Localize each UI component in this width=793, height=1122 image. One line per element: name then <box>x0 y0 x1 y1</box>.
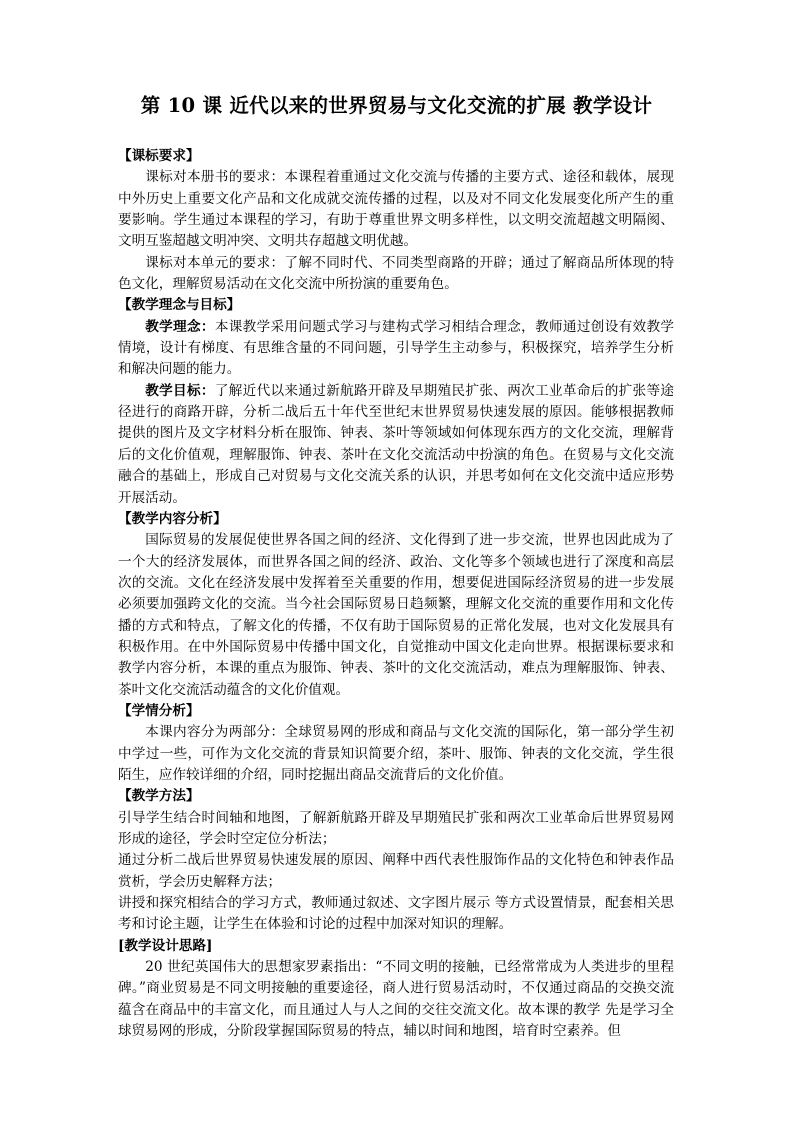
paragraph-text: 本课内容分为两部分：全球贸易网的形成和商品与文化交流的国际化，第一部分学生初中学过一些，可作为文化交流的背景知识简要介绍，茶叶、服饰、钟表的文化交流，学生很陌生，应作较详细的介绍，同时挖掘出商品交流背后的文化价值。 <box>118 724 674 783</box>
section-design-ideas <box>118 936 674 1043</box>
paragraph: 讲授和探究相结合的学习方式，教师通过叙述、文字图片展示 等方式设置情景，配套相关思考和讨论主题，让学生在体验和讨论的过程中加深对知识的理解。 <box>118 895 674 933</box>
section-heading: 【教学理念与目标】 <box>118 297 241 314</box>
section-student-analysis <box>118 701 674 786</box>
paragraph <box>118 530 674 701</box>
section-teaching-philosophy-goals <box>118 295 674 508</box>
paragraph <box>118 381 674 509</box>
paragraph <box>118 722 674 786</box>
paragraph-lead: 教学目标： <box>145 382 215 399</box>
paragraph-text: 本课教学采用问题式学习与建构式学习相结合理念，教师通过创设有效教学情境，设计有梯度、有思维含量的不同问题，引导学生主动参与，积极探究，培养学生分析和解决问题的能力。 <box>118 318 674 378</box>
paragraph <box>118 317 674 381</box>
section-heading: 【教学方法】 <box>118 788 200 805</box>
paragraph-text: 课标对本单元的要求：了解不同时代、不同类型商路的开辟；通过了解商品所体现的特色文化，理解贸易活动在文化交流中所扮演的重要角色。 <box>118 254 674 293</box>
paragraph-text: 了解近代以来通过新航路开辟及早期殖民扩张、两次工业革命后的扩张等途径进行的商路开辟，分析二战后五十年代至世纪末世界贸易快速发展的原因。能够根据教师提供的图片及文字材料分析在服饰、钟表、茶叶等领域如何体现东西方的文化交流，理解背后的文化价值观，理解服饰、钟表、茶叶在文化交流活动中扮演的角色。在贸易与文化交流融合的基础上，形成自己对贸易与文化交流关系的认识，并思考如何在文化交流中适应形势开展活动。 <box>118 382 674 506</box>
paragraph-text: 课标对本册书的要求：本课程着重通过文化交流与传播的主要方式、途径和载体，展现中外历史上重要文化产品和文化成就交流传播的过程，以及对不同文化发展变化所产生的重要影响。学生通过本课程的学习，有助于尊重世界文明多样性，以文明交流超越文明隔阂、文明互鉴超越文明冲突、文明共存超越文明优越。 <box>118 169 674 250</box>
paragraph <box>118 253 674 296</box>
paragraph-text: 国际贸易的发展促使世界各国之间的经济、文化得到了进一步交流，世界也因此成为了一个大的经济发展体，而世界各国之间的经济、政治、文化等多个领域也进行了深度和高层次的交流。文化在经济发展中发挥着至关重要的作用，想要促进国际经济贸易的进一步发展必须要加强跨文化的交流。当今社会国际贸易日趋频繁，理解文化交流的重要作用和文化传播的方式和特点，了解文化的传播，不仅有助于国际贸易的正常化发展，也对文化发展具有积极作用。在中外国际贸易中传播中国文化，自觉推动中国文化走向世界。根据课标要求和教学内容分析，本课的重点为服饰、钟表、茶叶的文化交流活动，难点为理解服饰、钟表、茶叶文化交流活动蕴含的文化价值观。 <box>118 532 674 698</box>
paragraph: 引导学生结合时间轴和地图，了解新航路开辟及早期殖民扩张和两次工业革命后世界贸易网形成的途径，学会时空定位分析法； <box>118 809 674 847</box>
paragraph <box>118 957 674 1042</box>
document-title: 第 10 课 近代以来的世界贸易与文化交流的扩展 教学设计 <box>140 94 653 117</box>
section-heading: 【课标要求】 <box>118 148 200 164</box>
section-heading: 【教学内容分析】 <box>118 510 227 527</box>
paragraph-lead: 教学理念： <box>145 318 215 335</box>
section-curriculum-requirements <box>118 146 674 295</box>
section-teaching-methods <box>118 786 674 935</box>
section-content-analysis <box>118 509 674 701</box>
document-body <box>118 146 674 1042</box>
paragraph <box>118 167 674 252</box>
paragraph: 通过分析二战后世界贸易快速发展的原因、阐释中西代表性服饰作品的文化特色和钟表作品赏析，学会历史解释方法； <box>118 852 674 890</box>
section-heading: [教学设计思路] <box>118 937 213 954</box>
section-heading: 【学情分析】 <box>118 702 200 719</box>
paragraph-text: 20 世纪英国伟大的思想家罗素指出：“不同文明的接触，已经常常成为人类进步的里程碑。”商业贸易是不同文明接触的重要途径，商人进行贸易活动时，不仅通过商品的交换交流蕴含在商品中的丰富文化，而且通过人与人之间的交往交流文化。故本课的教学 先是学习全球贸易网的形成，分阶段掌握国际贸易的特点，辅以时间和地图，培育时空素养。但 <box>118 959 674 1040</box>
